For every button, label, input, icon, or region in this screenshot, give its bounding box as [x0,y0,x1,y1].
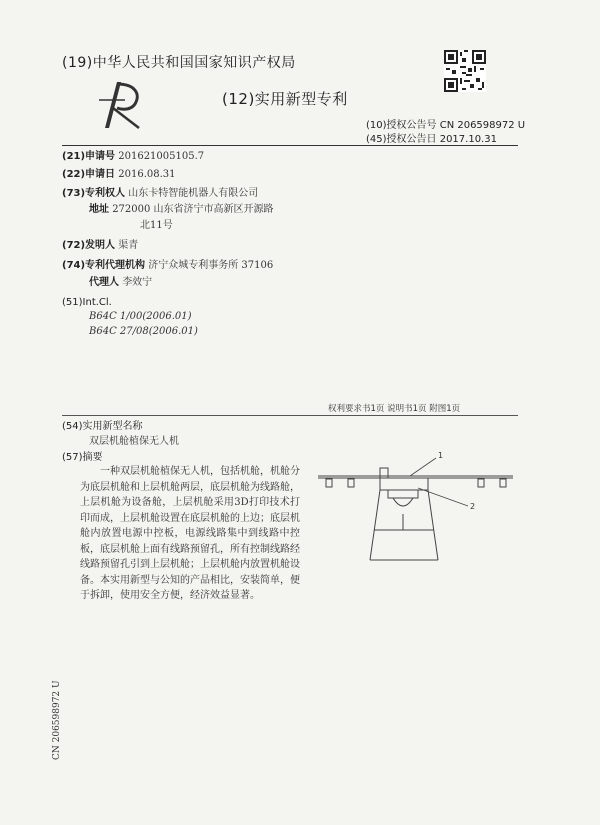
drone-figure [318,448,518,588]
publication-date: (45)授权公告日 2017.10.31 [366,134,497,145]
figure-label-2: 2 [470,502,476,511]
title-label: (54)实用新型名称 [62,421,143,432]
ipc-label: (51)Int.Cl. [62,297,112,308]
side-publication-number: CN 206598972 U [52,680,62,760]
page-count-info: 权利要求书1页 说明书1页 附图1页 [328,404,461,414]
application-date: (22)申请日 2016.08.31 [62,169,176,180]
patent-type: (12)实用新型专利 [222,90,348,108]
patent-agent: 代理人 李效宁 [89,277,153,288]
inventor: (72)发明人 渠青 [62,240,139,251]
address-line-2: 北11号 [140,220,173,231]
office-name: (19)中华人民共和国国家知识产权局 [62,55,296,71]
cnipa-logo-icon [95,78,143,130]
figure-label-1: 1 [438,451,444,460]
abstract-text: 一种双层机舱植保无人机，包括机舱，机舱分为底层机舱和上层机舱两层，底层机舱为线路舱，上层机舱为设备舱，上层机舱采用3D打印技术打印而成，上层机舱设置在底层机舱的上边；底层机舱内放置电源中控板，电源线路集中到线路中控板，底层机舱上面有线路预留孔，所有控制线路经线路预留孔引到上层机舱；上层机舱内放置机舱设备。本实用新型与公知的产品相比，安装简单，便于拆卸，使用安全方便，经济效益显著。 [80,466,300,601]
patentee: (73)专利权人 山东卡特智能机器人有限公司 [62,188,259,199]
patent-agency: (74)专利代理机构 济宁众城专利事务所 37106 [62,260,274,271]
section-divider [62,415,518,416]
abstract-label: (57)摘要 [62,452,103,463]
utility-model-title: 双层机舱植保无人机 [89,436,179,447]
application-number: (21)申请号 201621005105.7 [62,151,205,162]
ipc-code-1: B64C 1/00(2006.01) [89,311,192,322]
ipc-code-2: B64C 27/08(2006.01) [89,326,198,337]
address: 地址 272000 山东省济宁市高新区开源路 [89,204,274,215]
header-divider [62,145,518,146]
publication-number: (10)授权公告号 CN 206598972 U [366,120,526,131]
qr-code-icon [444,50,486,92]
